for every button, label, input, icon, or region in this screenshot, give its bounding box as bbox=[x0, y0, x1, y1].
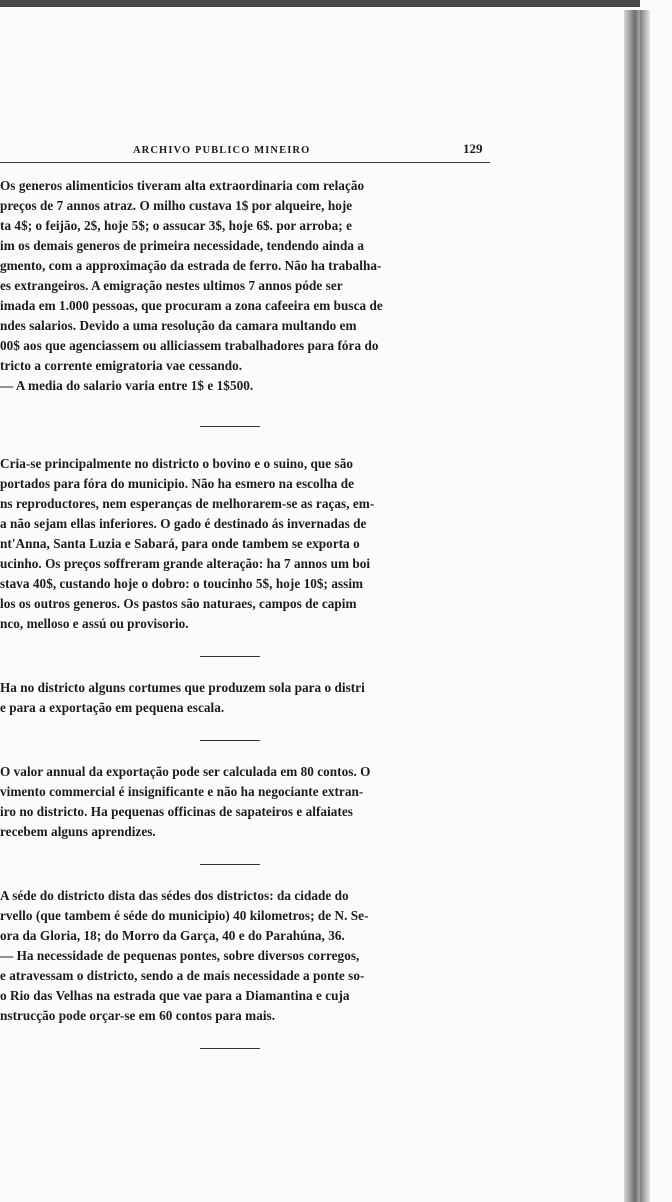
paragraph-livestock bbox=[0, 454, 490, 634]
text-line: im os demais generos de primeira necessidade, tendendo ainda a bbox=[0, 238, 365, 253]
text-line: ndes salarios. Devido a uma resolução da camara multando em bbox=[0, 318, 357, 333]
text-line: recebem alguns aprendizes. bbox=[0, 824, 156, 839]
text-line: a não sejam ellas inferiores. O gado é destinado ás invernadas de bbox=[0, 516, 367, 531]
text-line: Os generos alimenticios tiveram alta extraordinaria com relação bbox=[0, 178, 365, 193]
section-divider bbox=[0, 1026, 490, 1066]
text-body bbox=[0, 176, 490, 1066]
text-line: e atravessam o districto, sendo a de mais necessidade a ponte so- bbox=[0, 968, 365, 983]
text-line: es extrangeiros. A emigração nestes ultimos 7 annos póde ser bbox=[0, 278, 343, 293]
section-divider bbox=[0, 718, 490, 762]
text-line: ta 4$; o feijão, 2$, hoje 5$; o assucar 3$, hoje 6$. por arroba; e bbox=[0, 218, 352, 233]
text-line: e para a exportação em pequena escala. bbox=[0, 700, 225, 715]
page-number: 129 bbox=[463, 141, 483, 156]
text-line: Ha no districto alguns cortumes que produzem sola para o distri bbox=[0, 680, 365, 695]
header-rule bbox=[0, 162, 490, 163]
text-line: — Ha necessidade de pequenas pontes, sobre diversos corregos, bbox=[0, 948, 360, 963]
text-line: nt'Anna, Santa Luzia e Sabará, para onde tambem se exporta o bbox=[0, 536, 360, 551]
text-line: O valor annual da exportação pode ser calculada em 80 contos. O bbox=[0, 764, 371, 779]
text-line: iro no districto. Ha pequenas officinas de sapateiros e alfaiates bbox=[0, 804, 353, 819]
text-line: preços de 7 annos atraz. O milho custava 1$ por alqueire, hoje bbox=[0, 198, 353, 213]
text-line: A séde do districto dista das sédes dos districtos: da cidade do bbox=[0, 888, 349, 903]
paragraph-salaries bbox=[0, 176, 490, 396]
text-line: Cria-se principalmente no districto o bovino e o suino, que são bbox=[0, 456, 353, 471]
text-line: stava 40$, custando hoje o dobro: o toucinho 5$, hoje 10$; assim bbox=[0, 576, 364, 591]
text-line: o Rio das Velhas na estrada que vae para a Diamantina e cuja bbox=[0, 988, 350, 1003]
text-line: tricto a corrente emigratoria vae cessando. bbox=[0, 358, 243, 373]
text-line: nco, melloso e assú ou provisorio. bbox=[0, 616, 189, 631]
text-line: vimento commercial é insignificante e não ha negociante extran- bbox=[0, 784, 364, 799]
text-line: — A media do salario varia entre 1$ e 1$500. bbox=[0, 378, 254, 393]
text-line: ucinho. Os preços soffreram grande alteração: ha 7 annos um boi bbox=[0, 556, 371, 571]
section-divider bbox=[0, 634, 490, 678]
text-line: ora da Gloria, 18; do Morro da Garça, 40 e do Parahúna, 36. bbox=[0, 928, 345, 943]
text-line: 00$ aos que agenciassem ou alliciassem trabalhadores para fóra do bbox=[0, 338, 379, 353]
paragraph-tanneries bbox=[0, 678, 490, 718]
page-edge-dark bbox=[640, 10, 650, 1202]
page-header bbox=[0, 141, 490, 163]
text-line: gmento, com a approximação da estrada de ferro. Não ha trabalha- bbox=[0, 258, 382, 273]
section-divider bbox=[0, 396, 490, 454]
text-line: nstrucção pode orçar-se em 60 contos para mais. bbox=[0, 1008, 276, 1023]
top-edge-shadow bbox=[0, 0, 640, 7]
text-line: imada em 1.000 pessoas, que procuram a zona cafeeira em busca de bbox=[0, 298, 383, 313]
text-line: portados para fóra do municipio. Não ha esmero na escolha de bbox=[0, 476, 355, 491]
text-line: rvello (que tambem é séde do municipio) 40 kilometros; de N. Se- bbox=[0, 908, 369, 923]
paragraph-distances bbox=[0, 886, 490, 1026]
section-divider bbox=[0, 842, 490, 886]
text-line: los os outros generos. Os pastos são naturaes, campos de capim bbox=[0, 596, 357, 611]
text-line: ns reproductores, nem esperanças de melhorarem-se as raças, em- bbox=[0, 496, 375, 511]
paragraph-commerce bbox=[0, 762, 490, 842]
running-title: ARCHIVO PUBLICO MINEIRO bbox=[133, 145, 311, 156]
